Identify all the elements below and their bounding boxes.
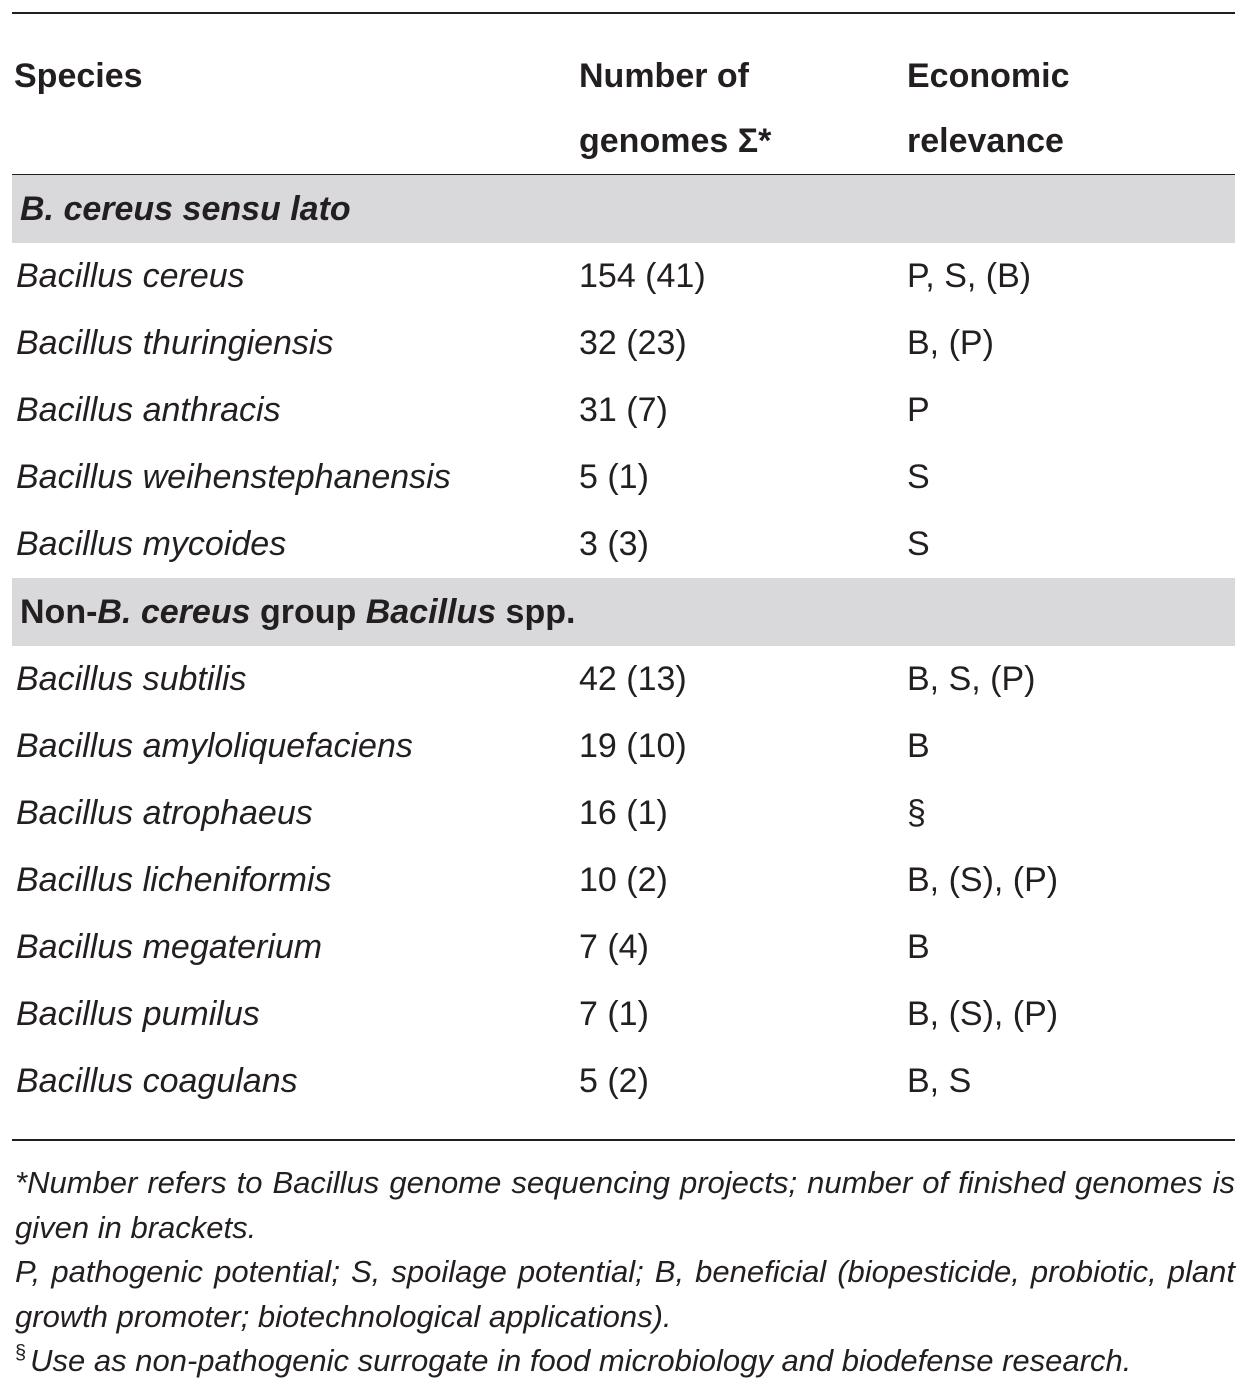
header-relevance-line2: relevance	[907, 122, 1064, 160]
genome-table	[12, 12, 1235, 1384]
header-number-line1: Number of	[579, 57, 749, 95]
relevance-cell: B, (P)	[907, 324, 994, 362]
number-cell: 5 (1)	[579, 458, 649, 496]
footnote-section-text: Use as non-pathogenic surrogate in food microbiology and biodefense research.	[30, 1343, 1132, 1378]
footnote-number: *Number refers to Bacillus genome sequencing projects; number of finished genomes is given in brackets.	[15, 1165, 1235, 1245]
relevance-cell: B	[907, 727, 930, 765]
table-row	[12, 511, 1235, 578]
group-heading-cereus	[12, 175, 1235, 243]
table-row	[12, 780, 1235, 847]
relevance-cell: §	[907, 794, 926, 832]
header-species-label: Species	[14, 57, 143, 95]
group-heading-non-cereus	[12, 578, 1235, 646]
table-row	[12, 914, 1235, 981]
relevance-cell: P, S, (B)	[907, 257, 1032, 295]
relevance-cell: B, S	[907, 1062, 972, 1100]
table-row	[12, 243, 1235, 310]
header-species	[14, 44, 143, 109]
species-cell: Bacillus subtilis	[16, 660, 247, 698]
table-row	[12, 1048, 1235, 1115]
header-number	[579, 44, 771, 174]
species-cell: Bacillus megaterium	[16, 928, 323, 966]
number-cell: 154 (41)	[579, 257, 706, 295]
species-cell: Bacillus pumilus	[16, 995, 260, 1033]
number-cell: 3 (3)	[579, 525, 649, 563]
relevance-cell: P	[907, 391, 930, 429]
bottom-rule	[12, 1139, 1235, 1141]
relevance-cell: B, (S), (P)	[907, 861, 1059, 899]
relevance-cell: B, (S), (P)	[907, 995, 1059, 1033]
table-row	[12, 310, 1235, 377]
relevance-cell: B, S, (P)	[907, 660, 1036, 698]
relevance-cell: B	[907, 928, 930, 966]
table-row	[12, 444, 1235, 511]
header-relevance-line1: Economic	[907, 57, 1070, 95]
footnote-abbreviations: P, pathogenic potential; S, spoilage potential; B, beneficial (biopesticide, probiotic, plant growth promoter; biotechnological applications).	[15, 1254, 1235, 1334]
species-cell: Bacillus weihenstephanensis	[16, 458, 451, 496]
species-cell: Bacillus thuringiensis	[16, 324, 334, 362]
relevance-cell: S	[907, 458, 930, 496]
table-row	[12, 713, 1235, 780]
table-header	[12, 14, 1235, 174]
group-title: B. cereus sensu lato	[20, 190, 351, 228]
group-title-italic-1: B. cereus	[97, 593, 251, 631]
group-title-italic-2: Bacillus	[365, 593, 497, 631]
species-cell: Bacillus cereus	[16, 257, 245, 295]
number-cell: 5 (2)	[579, 1062, 649, 1100]
header-number-line2: genomes Σ*	[579, 122, 772, 160]
footnote-section	[15, 1339, 1235, 1384]
group-title-pre: Non-	[20, 593, 98, 631]
number-cell: 42 (13)	[579, 660, 687, 698]
table-row	[12, 847, 1235, 914]
species-cell: Bacillus amyloliquefaciens	[16, 727, 413, 765]
group-title-post: spp.	[496, 593, 576, 631]
number-cell: 16 (1)	[579, 794, 668, 832]
table-row	[12, 646, 1235, 713]
number-cell: 7 (1)	[579, 995, 649, 1033]
number-cell: 7 (4)	[579, 928, 649, 966]
species-cell: Bacillus coagulans	[16, 1062, 298, 1100]
species-cell: Bacillus atrophaeus	[16, 794, 313, 832]
section-mark: §	[15, 1342, 27, 1364]
table-row	[12, 981, 1235, 1048]
group-title-mid: group	[250, 593, 366, 631]
species-cell: Bacillus licheniformis	[16, 861, 332, 899]
header-relevance	[907, 44, 1069, 174]
number-cell: 31 (7)	[579, 391, 668, 429]
relevance-cell: S	[907, 525, 930, 563]
number-cell: 10 (2)	[579, 861, 668, 899]
table-footnotes	[12, 1161, 1235, 1384]
number-cell: 19 (10)	[579, 727, 687, 765]
table-row	[12, 377, 1235, 444]
number-cell: 32 (23)	[579, 324, 687, 362]
species-cell: Bacillus mycoides	[16, 525, 287, 563]
species-cell: Bacillus anthracis	[16, 391, 281, 429]
